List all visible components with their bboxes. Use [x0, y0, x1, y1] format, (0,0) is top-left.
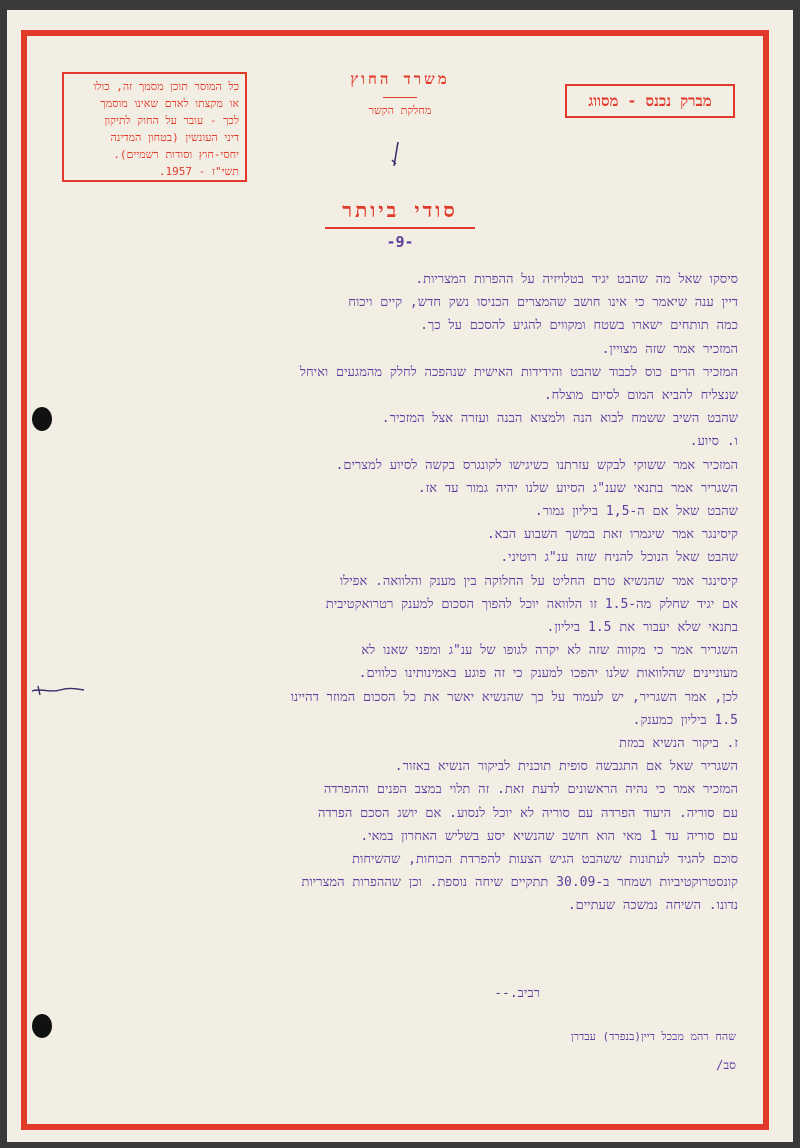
- body-line: קיסינגר אמר שיגמרו זאת במשך השבוע הבא.: [486, 527, 738, 543]
- stamp-line: כל המוסר תוכן מסמך זה, כולו: [93, 80, 239, 93]
- punch-hole-icon: [32, 1014, 52, 1038]
- stamp-line: לכך - עובר על החוק לתיקון: [104, 114, 239, 127]
- ministry-header: [320, 70, 480, 117]
- punch-hole-icon: [32, 407, 52, 431]
- body-line: השגריר אמר בתנאי שענ"ג הסיוע שלנו יהיה גמור עד אז.: [417, 480, 738, 496]
- body-line: עם סוריה. היעוד הפרדה עם סוריה לא יוכל לנסוע. אם יושג הסכם הפרדה: [317, 805, 738, 821]
- body-line: ו. סיוע.: [689, 434, 738, 450]
- body-line: כמה תותחים ישארו בשטח ומקווים להגיע להסכם על כך.: [420, 318, 738, 334]
- classification-underline: [325, 227, 475, 229]
- body-line: בתנאי שלא יעבור את 1.5 ביליון.: [546, 620, 738, 636]
- body-line: המזכיר אמר שזה מצויין.: [601, 341, 738, 357]
- telegram-body: [72, 268, 738, 918]
- body-line: לכן, אמר השגריר, יש לעמוד על כך שהנשיא יאשר את כל הסכום המוזר דהיינו: [290, 689, 738, 705]
- body-line: המזכיר אמר כי נהיה הראשונים לדעת זאת. זה תלוי במצב הפנים וההפרדה: [323, 782, 738, 798]
- stamp-line: או מקצתו לאדם שאינו מוסמך: [100, 97, 239, 110]
- margin-pen-mark-icon: [30, 682, 86, 698]
- classification-text: סודי ביותר: [342, 198, 458, 222]
- header-divider: [383, 97, 417, 98]
- stamp-line: יחסי-חוץ וסודות רשמיים).: [113, 148, 239, 161]
- body-line: השגריר אמר כי מקווה שזה לא יקרה לגופו של ענ"ג ומפני שאנו לא: [361, 643, 738, 659]
- body-line: שהבט השיב ששמח לבוא הנה ולמצוא הבנה ועזרה אצל המזכיר.: [381, 411, 738, 427]
- body-line: המזכיר הרים כוס לכבוד שהבט והידידות האישית שנהפכה לחלק מהמגעים ואיחל: [299, 364, 738, 380]
- telegram-type-stamp: מברק נכנס - מסווג: [565, 84, 735, 118]
- pen-mark-icon: [388, 140, 404, 170]
- body-line: עם סוריה עד 1 מאי הוא חושב שהנשיא יסע בשליש האחרון במאי.: [360, 828, 738, 844]
- body-line: 1.5 ביליון כמענק.: [632, 712, 738, 728]
- legal-warning-stamp: [62, 72, 247, 182]
- body-line: אם יגיד שחלק מה-1.5 זו הלוואה יוכל להפוך הסכום למענק רטרואקטיבית: [325, 596, 738, 612]
- stamp-line: דיני העונשין (בטחון המדינה: [110, 131, 239, 144]
- body-line: קיסינגר אמר שהנשיא טרם החליט על החלוקה בין מענק והלוואה. אפילו: [339, 573, 738, 589]
- body-line: שהבט שאל אם ה-1,5 ביליון גמור.: [534, 504, 738, 520]
- stamp-line: תשי"ז - 1957.: [158, 165, 239, 178]
- body-line: סיסקו שאל מה שהבט יגיד בטלויזיה על ההפרות המצריות.: [415, 272, 738, 287]
- document-reference: סב/: [716, 1058, 736, 1072]
- body-line: השגריר שאל אם התגבשה סופית תוכנית לביקור הנשיא באזור.: [394, 759, 738, 775]
- body-line: קונסטרוקטיביות ושמחר ב-30.09 תתקיים שיחה נוספת. וכן שההפרות המצריות: [301, 875, 738, 891]
- body-line: סוכם להגיד לעתונות ששהבט הגיש הצעות להפרדת הכוחות, שהשיחות: [352, 852, 738, 868]
- body-line: שהבט שאל הנוכל להניח שזה ענ"ג רוטיני.: [500, 550, 738, 566]
- body-line: נדונו. השיחה נמשכה שעתיים.: [567, 898, 738, 914]
- classification-title: [300, 198, 500, 229]
- distribution-list: שהח רהמ מבכל דיין(בנפרד) עבדרן: [570, 1030, 736, 1043]
- department-name: מחלקת הקשר: [368, 104, 432, 117]
- body-line: ז. ביקור הנשיא במזת: [619, 736, 738, 752]
- body-line: דיין ענה שיאמר כי אינו חושב שהמצרים הכניסו נשק חדש, קיים ויכוח: [348, 295, 738, 311]
- signature: רביב.--: [494, 986, 540, 1001]
- body-line: מעוניינים שהלוואות שלנו יהפכו למענק כי זה פוגע באמינותינו כלווים.: [358, 666, 738, 682]
- ministry-name: משרד החוץ: [350, 70, 450, 88]
- body-line: המזכיר אמר ששוקי לבקש עזרתנו כשיגישו לקונגרס בקשה לסיוע למצרים.: [335, 457, 738, 473]
- page-number: -9-: [386, 233, 414, 251]
- body-line: שנצליח להביא המום לסיום מוצלח.: [543, 388, 738, 404]
